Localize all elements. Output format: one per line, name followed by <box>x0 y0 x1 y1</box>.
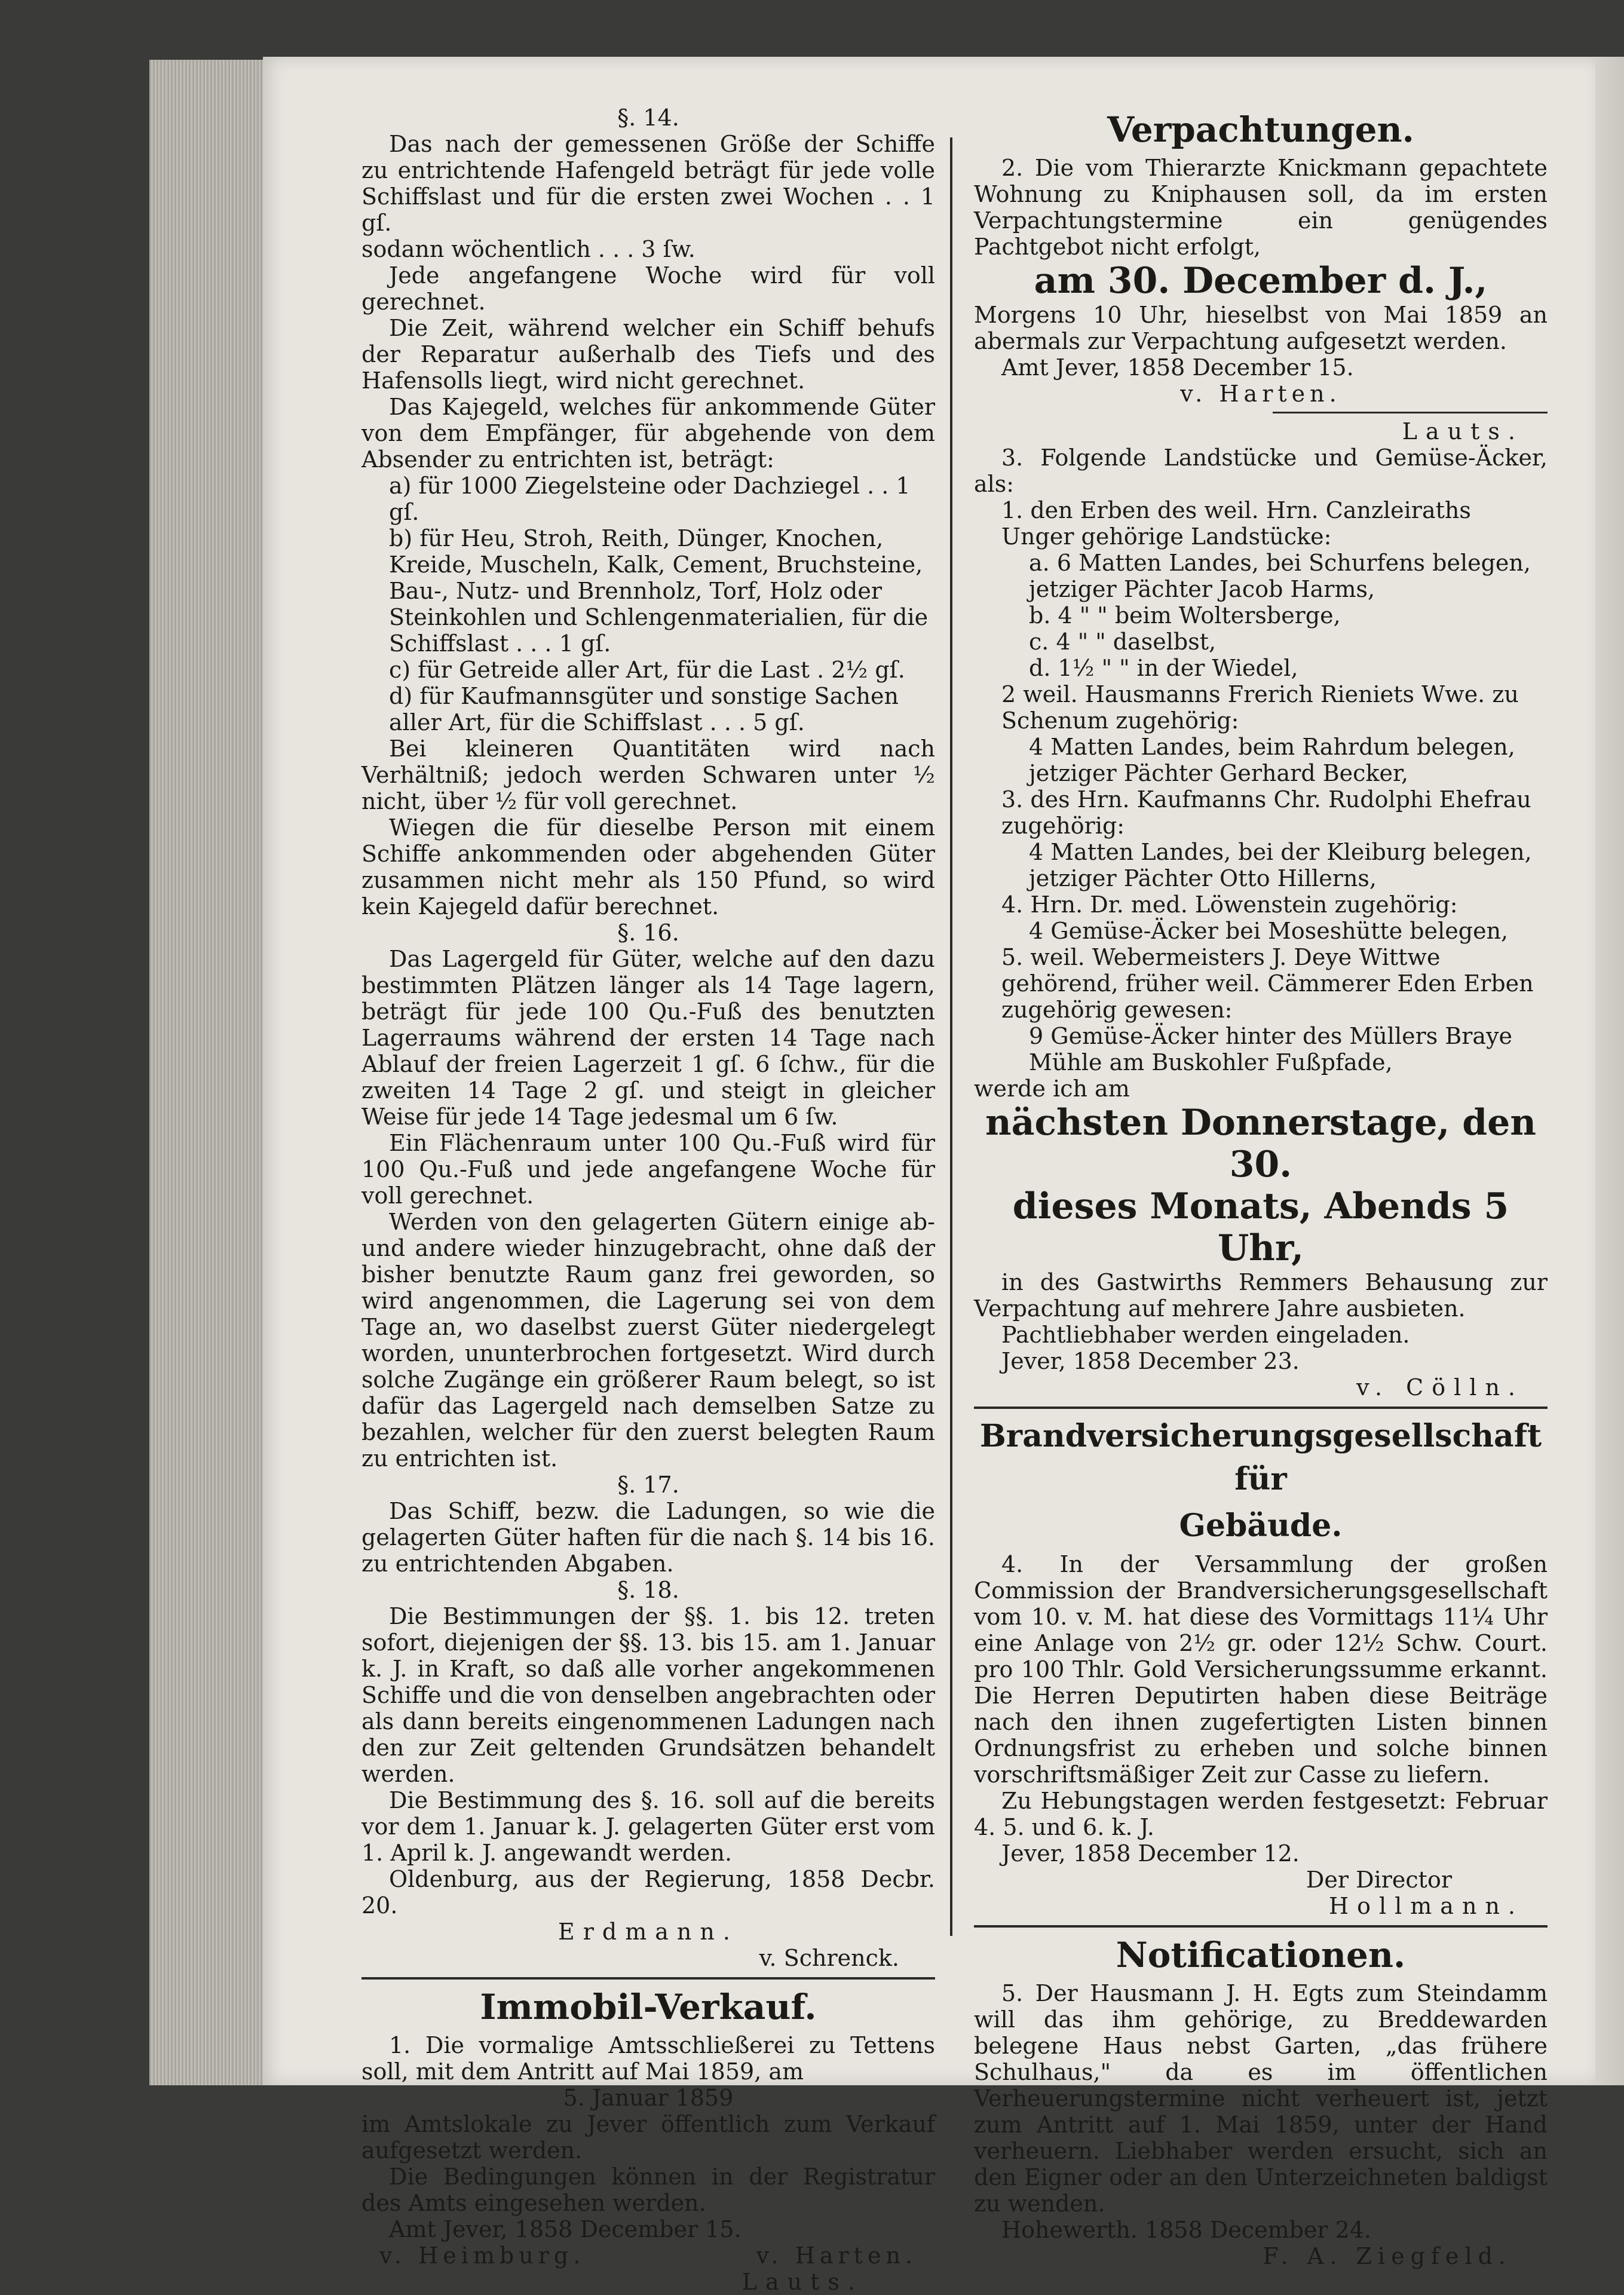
section-rule <box>974 1407 1548 1409</box>
signature-rule <box>1273 412 1548 413</box>
paragraph: Ein Flächenraum unter 100 Qu.-Fuß wird für 100 Qu.-Fuß und jede angefangene Woche für voll gerechnet. <box>361 1130 935 1209</box>
signature-hollmann: Hollmann. <box>1328 1893 1524 1919</box>
auction-date-line1: nächsten Donnerstage, den 30. <box>985 1102 1536 1185</box>
sale-date: 5. Januar 1859 <box>563 2085 734 2111</box>
paragraph: Die Bedingungen können in der Registratur des Amts eingesehen werden. <box>361 2164 935 2216</box>
paragraph: Das Schiff, bezw. die Ladungen, so wie die gelagerten Güter haften für die nach §. 14 bis 16. zu entrichtenden Abgaben. <box>361 1498 935 1577</box>
auction-date-line2: dieses Monats, Abends 5 Uhr, <box>1012 1185 1509 1269</box>
paragraph: Das Lagergeld für Güter, welche auf den dazu bestimmten Plätzen länger als 14 Tage lagern, beträgt für jede 100 Qu.-Fuß des benutzten Lagerraums während der ersten 14 Tage nach Ablauf der freien Lagerzeit 1 gſ. 6 ſchw., für die zweiten 14 Tage 2 gſ. und steigt in gleicher Weise für jede 14 Tage jedesmal um 6 ſw. <box>361 946 935 1130</box>
paragraph: werde ich am <box>974 1076 1130 1102</box>
right-column <box>974 105 1548 2269</box>
list-item: 2 weil. Hausmanns Frerich Rieniets Wwe. zu Schenum zugehörig: <box>1001 681 1519 734</box>
list-item: c. 4 " " daselbst, <box>1029 629 1217 655</box>
paragraph: sodann wöchentlich . . . 3 ſw. <box>361 236 695 262</box>
list-item: c) für Getreide aller Art, für die Last . 2½ gſ. <box>389 657 905 683</box>
paragraph: 4. In der Versammlung der großen Commission der Brandversicherungsgesellschaft vom 10. v. M. hat diese des Vormittags 11¼ Uhr eine Anlage von 2½ gr. oder 12½ Schw. Court. pro 100 Thlr. Gold Versicherungssumme erkannt. Die Herren Deputirten haben diese Beiträge nach den ihnen zugefertigten Listen binnen Ordnungsfrist zu erheben und solche binnen vorschriftsmäßiger Zeit zur Casse zu liefern. <box>974 1551 1548 1788</box>
paragraph: Zu Hebungstagen werden festgesetzt: Februar 4. 5. und 6. k. J. <box>974 1788 1548 1840</box>
paragraph: 3. Folgende Landstücke und Gemüse-Äcker, als: <box>974 445 1548 497</box>
dateline: Oldenburg, aus der Regierung, 1858 Decbr. 20. <box>361 1866 935 1919</box>
landstuecke-list <box>974 497 1548 1076</box>
signature-row <box>361 2242 935 2269</box>
paragraph: Das nach der gemessenen Größe der Schiffe zu entrichtende Hafengeld beträgt für jede volle Schiffslast und für die ersten zwei Wochen . . 1 gſ. <box>361 131 935 236</box>
list-item: d) für Kaufmannsgüter und sonstige Sachen aller Art, für die Schiffslast . . . 5 gſ. <box>389 683 899 736</box>
book-page-edges <box>149 60 271 2085</box>
section-heading-18: §. 18. <box>617 1577 679 1603</box>
paragraph: im Amtslokale zu Jever öffentlich zum Verkauf aufgesetzt werden. <box>361 2111 935 2164</box>
paragraph: 5. Der Hausmann J. H. Egts zum Steindamm will das ihm gehörige, zu Breddewarden belegene Haus nebst Garten, „das frühere Schulhaus," da es im öffentlichen Verheuerungstermine nicht verheuert ist, jetzt zum Antritt auf 1. Mai 1859, unter der Hand verheuern. Liebhaber werden ersucht, sich an den Eigner oder an den Unterzeichneten baldigst zu wenden. <box>974 1980 1548 2217</box>
list-item: 1. den Erben des weil. Hrn. Canzleiraths Unger gehörige Landstücke: <box>1001 497 1471 550</box>
signature-ziegfeld: F. A. Ziegfeld. <box>1263 2243 1512 2269</box>
paragraph: in des Gastwirths Remmers Behausung zur Verpachtung auf mehrere Jahre ausbieten. <box>974 1269 1548 1322</box>
list-item: b) für Heu, Stroh, Reith, Dünger, Knochen, Kreide, Muscheln, Kalk, Cement, Bruchsteine, Bau-, Nutz- und Brennholz, Torf, Holz oder Steinkohlen und Schlengenmaterialien, für die Schiffslast . . . 1 gſ. <box>389 525 929 657</box>
paragraph: Die Bestimmungen der §§. 1. bis 12. treten sofort, diejenigen der §§. 13. bis 15. am 1. Januar k. J. in Kraft, so daß alle vorher angekommenen Schiffe und die von denselben angebrachten oder als dann bereits eingenommenen Ladungen nach den zur Zeit geltenden Grundsätzen behandelt werden. <box>361 1603 935 1787</box>
newspaper-page <box>263 57 1595 2295</box>
signature-heimburg: v. Heimburg. <box>379 2242 586 2269</box>
dateline: Hohewerth. 1858 December 24. <box>1001 2217 1372 2243</box>
paragraph: Jede angefangene Woche wird für voll gerechnet. <box>361 262 935 315</box>
paragraph: Morgens 10 Uhr, hieselbst von Mai 1859 an abermals zur Verpachtung aufgesetzt werden. <box>974 302 1548 354</box>
dateline: Amt Jever, 1858 December 15. <box>1001 354 1354 381</box>
list-item: a) für 1000 Ziegelsteine oder Dachziegel . . 1 gſ. <box>389 473 911 525</box>
dateline: Jever, 1858 December 23. <box>1001 1348 1300 1374</box>
paragraph: Pachtliebhaber werden eingeladen. <box>1001 1322 1410 1348</box>
paragraph: 2. Die vom Thierarzte Knickmann gepachtete Wohnung zu Kniphausen soll, da im ersten Verpachtungstermine ein genügendes Pachtgebot nicht erfolgt, <box>974 155 1548 260</box>
notificationen-heading: Notificationen. <box>1116 1935 1406 1975</box>
list-item: 4 Gemüse-Äcker bei Moseshütte belegen, <box>1029 918 1509 944</box>
dateline: Jever, 1858 December 12. <box>1001 1840 1300 1867</box>
list-item: 3. des Hrn. Kaufmanns Chr. Rudolphi Ehefrau zugehörig: <box>1001 786 1531 839</box>
section-heading-17: §. 17. <box>617 1472 679 1498</box>
left-column <box>361 105 935 2295</box>
list-item: a. 6 Matten Landes, bei Schurfens belegen, jetziger Pächter Jacob Harms, <box>1029 550 1531 602</box>
signature-lauts: Lauts. <box>741 2269 863 2295</box>
list-item: 5. weil. Webermeisters J. Deye Wittwe gehörend, früher weil. Cämmerer Eden Erben zugehörig gewesen: <box>1001 944 1534 1023</box>
signature-harten: v. Harten. <box>756 2242 917 2269</box>
signature-harten: v. Harten. <box>1180 381 1341 407</box>
signature-director-title: Der Director <box>1306 1867 1452 1893</box>
column-divider <box>950 137 952 1936</box>
paragraph: Wiegen die für dieselbe Person mit einem Schiffe ankommenden oder abgehenden Güter zusammen nicht mehr als 150 Pfund, so wird kein Kajegeld dafür berechnet. <box>361 814 935 920</box>
paragraph: Die Zeit, während welcher ein Schiff behufs der Reparatur außerhalb des Tiefs und des Hafensolls liegt, wird nicht gerechnet. <box>361 315 935 394</box>
signature-erdmann: Erdmann. <box>558 1919 739 1945</box>
section-rule <box>974 1925 1548 1928</box>
lease-date: am 30. December d. J., <box>1034 260 1488 302</box>
facing-page-edge <box>1592 57 1624 2085</box>
signature-coelln: v. Cölln. <box>1356 1374 1524 1401</box>
list-item: 4 Matten Landes, beim Rahrdum belegen, jetziger Pächter Gerhard Becker, <box>1029 734 1515 786</box>
signature-schrenck: v. Schrenck. <box>759 1945 899 1971</box>
paragraph: 1. Die vormalige Amtsschließerei zu Tettens soll, mit dem Antritt auf Mai 1859, am <box>361 2032 935 2085</box>
list-item: b. 4 " " beim Woltersberge, <box>1029 602 1341 629</box>
section-heading-16: §. 16. <box>617 920 679 946</box>
list-item: 9 Gemüse-Äcker hinter des Müllers Braye Mühle am Buskohler Fußpfade, <box>1029 1023 1513 1076</box>
brandversicherung-heading-line2: Gebäude. <box>1179 1507 1343 1544</box>
section-heading-14: §. 14. <box>617 105 679 131</box>
paragraph: Bei kleineren Quantitäten wird nach Verhältniß; jedoch werden Schwaren unter ½ nicht, über ½ für voll gerechnet. <box>361 736 935 814</box>
verpachtungen-heading: Verpachtungen. <box>1107 109 1414 150</box>
list-item: 4. Hrn. Dr. med. Löwenstein zugehörig: <box>1001 891 1458 918</box>
list-item: d. 1½ " " in der Wiedel, <box>1029 655 1298 681</box>
paragraph: Die Bestimmung des §. 16. soll auf die bereits vor dem 1. Januar k. J. gelagerten Güter erst vom 1. April k. J. angewandt werden. <box>361 1787 935 1866</box>
immobil-verkauf-heading: Immobil-Verkauf. <box>480 1987 817 2027</box>
dateline: Amt Jever, 1858 December 15. <box>389 2216 741 2242</box>
kajegeld-list <box>361 473 935 736</box>
paragraph: Das Kajegeld, welches für ankommende Güter von dem Empfänger, für abgehende von dem Absender zu entrichten ist, beträgt: <box>361 394 935 473</box>
signature-lauts: Lauts. <box>1402 418 1524 445</box>
section-rule <box>361 1977 935 1980</box>
list-item: 4 Matten Landes, bei der Kleiburg belegen, jetziger Pächter Otto Hillerns, <box>1029 839 1532 891</box>
brandversicherung-heading-line1: Brandversicherungsgesellschaft für <box>979 1418 1542 1497</box>
paragraph: Werden von den gelagerten Gütern einige ab- und andere wieder hinzugebracht, ohne daß der bisher benutzte Raum ganz frei geworden, so wird angenommen, die Lagerung sei von dem Tage an, wo daselbst zuerst Güter niedergelegt worden, ununterbrochen fortgesetzt. Wird durch solche Zugänge ein größerer Raum belegt, so ist dafür das Lagergeld nach demselben Satze zu bezahlen, welcher für den zuerst belegten Raum zu entrichten ist. <box>361 1209 935 1472</box>
